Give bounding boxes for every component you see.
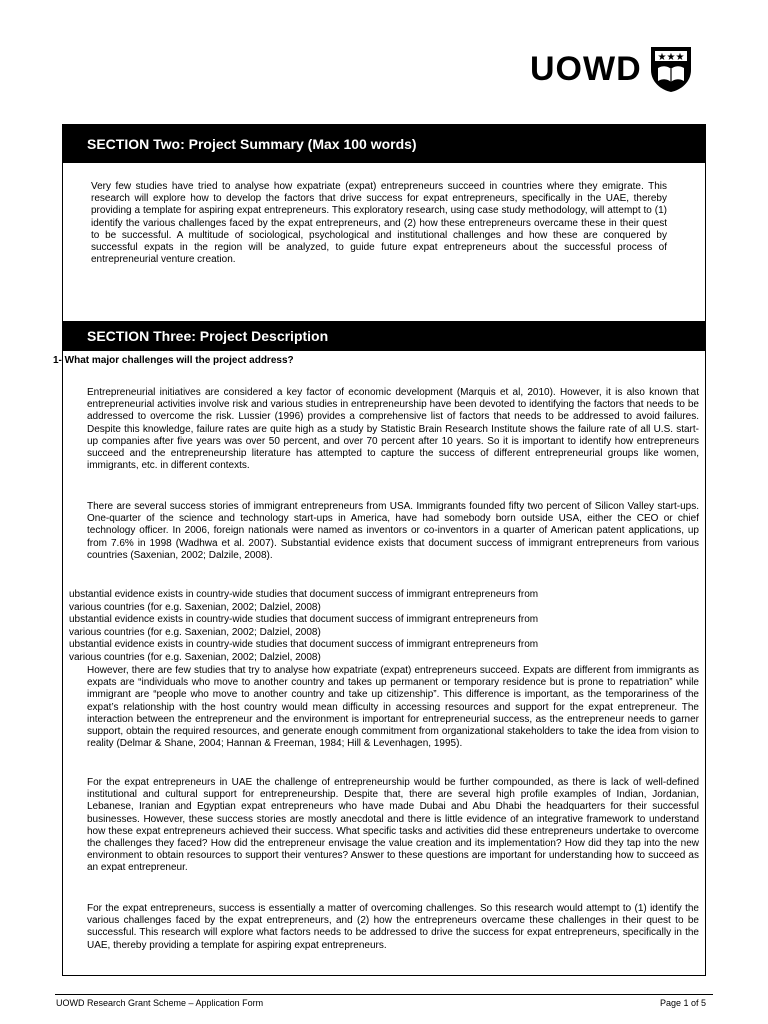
section-three-heading: SECTION Three: Project Description [63, 321, 705, 351]
application-form-frame [53, 124, 706, 976]
logo-text: UOWD [530, 50, 642, 88]
shield-stars-book-icon [648, 44, 694, 94]
duplicate-line: various countries (for e.g. Saxenian, 2002; Dalziel, 2008) [69, 651, 321, 663]
duplicated-text-block [69, 589, 669, 664]
svg-text:★★★: ★★★ [657, 52, 685, 63]
duplicate-line: various countries (for e.g. Saxenian, 2002; Dalziel, 2008) [69, 626, 321, 638]
section-two-heading: SECTION Two: Project Summary (Max 100 words) [63, 125, 705, 163]
uowd-logo [530, 44, 694, 94]
project-summary-text: Very few studies have tried to analyse how expatriate (expat) entrepreneurs succeed in countries where they emigrate. This research will explore how to develop the factors that drive success for expat entrepreneurs, specifically in the UAE, thereby providing a template for aspiring expat entrepreneurs. This exploratory research, using case study methodology, will attempt to (1) identify the various challenges faced by the expat entrepreneurs, and (2) how these entrepreneurs overcame these in their quest to be successful. A multitude of sociological, psychological and institutional challenges and how these are conquered by successful expats in the region will be analyzed, to guide future expat entrepreneurs about the successful process of entrepreneurial venture creation. [91, 181, 667, 266]
description-paragraph: Entrepreneurial initiatives are considered a key factor of economic development (Marquis et al, 2010). However, it is also known that entrepreneurial activities involve risk and various studies in entrepreneurship have been devoted to identifying the factors that needs to be addressed to overcome the risk. Lussier (1996) provides a comprehensive list of factors that needs to be addressed to avoid failures. Despite this knowledge, failure rates are quite high as a study by Statistic Brain Research Institute shows the failure rate of all U.S. start-up companies after five years was over 50 percent, and over 70 percent after 10 years. So it is important to identify how entrepreneurs succeed and the entrepreneurship literature has attempted to capture the success of different entrepreneurial groups like women, immigrants, etc. in different contexts. [87, 387, 699, 472]
page-number: Page 1 of 5 [659, 998, 706, 1008]
description-paragraph: There are several success stories of immigrant entrepreneurs from USA. Immigrants founded fifty two percent of Silicon Valley start-ups. One-quarter of the science and technology start-ups in America, have had somebody born outside USA, either the CEO or chief technology officer. In 2006, foreign nationals were named as inventors or co-inventors in a quarter of American patent applications, up from 7.6% in 1998 (Wadhwa et al. 2007). Substantial evidence exists that document success of immigrant entrepreneurs from various countries (Saxenian, 2002; Dalzile, 2008). [87, 501, 699, 561]
question-1-heading: 1- What major challenges will the project address? [53, 355, 294, 366]
footer-divider [55, 994, 713, 995]
footer-form-title: UOWD Research Grant Scheme – Application Form [56, 998, 264, 1008]
duplicate-line: ubstantial evidence exists in country-wide studies that document success of immigrant entrepreneurs from [69, 589, 539, 600]
description-paragraph: For the expat entrepreneurs in UAE the challenge of entrepreneurship would be further compounded, as there is lack of well-defined institutional and cultural support for entrepreneurship. Despite that, there are several high profile examples of Indian, Jordanian, Lebanese, Iranian and Egyptian expat entrepreneurs who have made Dubai and Abu Dhabi the headquarters for their successful businesses. However, these success stories are mostly anecdotal and there is little evidence of an integrative framework to understand how these expat entrepreneurs achieved their success. What specific tasks and activities did these entrepreneurs undertake to overcome the challenges they faced? How did the entrepreneur envisage the value creation and its implementation? How did they tap into the new environment to obtain resources to support their ventures? Answer to these questions are important for understanding how to succeed as an expat entrepreneur. [87, 777, 699, 874]
duplicate-line: ubstantial evidence exists in country-wide studies that document success of immigrant entrepreneurs from [69, 639, 539, 650]
duplicate-line: ubstantial evidence exists in country-wide studies that document success of immigrant entrepreneurs from [69, 614, 539, 625]
description-paragraph: For the expat entrepreneurs, success is essentially a matter of overcoming challenges. So this research would attempt to (1) identify the various challenges faced by the expat entrepreneurs, and (2) how the entrepreneurs overcame these challenges in their quest to be successful. This research will explore what factors needs to be addressed to drive the success for expat entrepreneurs, specifically in the UAE, thereby providing a template for aspiring expat entrepreneurs. [87, 903, 699, 951]
description-paragraph: However, there are few studies that try to analyse how expatriate (expat) entrepreneurs succeed. Expats are different from immigrants as expats are “individuals who move to another country and takes up permanent or temporary residence but is prone to repatriation” while immigrant are “people who move to another country and take up citizenship”. This difference is important, as the temporariness of the expat’s relationship with the host country would mean difficulty in accessing resources and support for the expat entrepreneur. The interaction between the entrepreneur and the environment is important for entrepreneurial success, as the entrepreneur needs to garner support, obtain the required resources, and generate enough commitment from organizational stakeholders to take the idea from vision to reality (Delmar & Shane, 2004; Hannan & Freeman, 1984; Hill & Levenhagen, 1995). [87, 665, 699, 750]
duplicate-line: various countries (for e.g. Saxenian, 2002; Dalziel, 2008) [69, 601, 321, 613]
